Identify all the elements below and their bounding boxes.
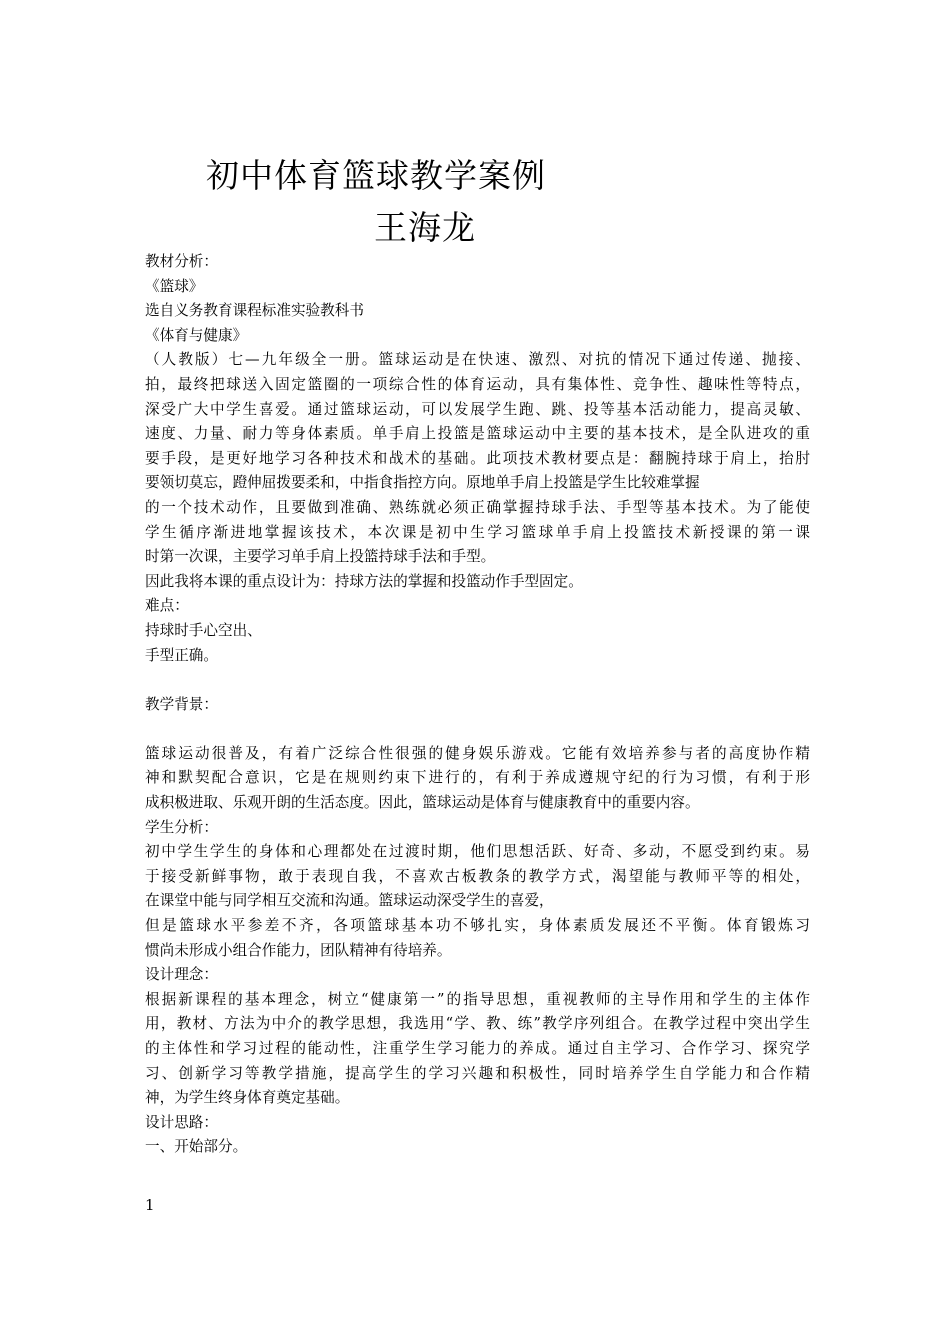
text-line: 教学背景： <box>145 695 218 713</box>
text-line: 的一个技术动作，且要做到准确、熟练就必须正确掌握持球手法、手型等基本技术。为了能使 <box>145 498 810 516</box>
text-line: 教材分析： <box>145 253 218 270</box>
text-line: 时第一次课，主要学习单手肩上投篮持球手法和手型。 <box>145 548 496 566</box>
text-line: 《篮球》 <box>145 277 204 295</box>
text-line: 成积极进取、乐观开朗的生活态度。因此，篮球运动是体育与健康教育中的重要内容。 <box>145 794 700 812</box>
text-line: 要领切莫忘，蹬伸屈拨要柔和，中指食指控方向。原地单手肩上投篮是学生比较难掌握 <box>145 474 700 492</box>
text-line: 因此我将本课的重点设计为：持球方法的掌握和投篮动作手型固定。 <box>145 572 583 590</box>
blank-line <box>145 717 810 742</box>
text-line: 深受广大中学生喜爱。通过篮球运动，可以发展学生跑、跳、投等基本活动能力，提高灵敏、 <box>145 400 810 418</box>
text-line: 用，教材、方法为中介的教学思想，我选用“学、教、练”教学序列组合。在教学过程中突出学生 <box>145 1015 810 1033</box>
text-line: 手型正确。 <box>145 646 218 664</box>
document-title: 初中体育篮球教学案例 <box>206 156 546 195</box>
text-line: （人教版）七—九年级全一册。篮球运动是在快速、激烈、对抗的情况下通过传递、抛接、 <box>145 351 810 369</box>
text-line: 选自义务教育课程标准实验教科书 <box>145 302 364 320</box>
text-line: 《体育与健康》 <box>145 326 248 344</box>
text-line: 学生分析： <box>145 818 218 836</box>
text-line: 拍，最终把球送入固定篮圈的一项综合性的体育运动，具有集体性、竞争性、趣味性等特点， <box>145 375 810 393</box>
author-name: 王海龙 <box>374 208 476 247</box>
text-line: 学生循序渐进地掌握该技术，本次课是初中生学习篮球单手肩上投篮技术新授课的第一课 <box>145 523 810 541</box>
text-line: 习、创新学习等教学措施，提高学生的学习兴趣和积极性，同时培养学生自学能力和合作精 <box>145 1064 810 1082</box>
text-line: 根据新课程的基本理念，树立“健康第一”的指导思想，重视教师的主导作用和学生的主体作 <box>145 990 810 1008</box>
text-line: 速度、力量、耐力等身体素质。单手肩上投篮是篮球运动中主要的基本技术，是全队进攻的重 <box>145 425 810 443</box>
text-line: 初中学生学生的身体和心理都处在过渡时期，他们思想活跃、好奇、多动，不愿受到约束。易 <box>145 843 810 861</box>
document-body <box>145 250 810 1160</box>
text-line: 但是篮球水平参差不齐，各项篮球基本功不够扎实，身体素质发展还不平衡。体育锻炼习 <box>145 917 810 935</box>
text-line: 一、开始部分。 <box>145 1138 248 1156</box>
text-line: 神，为学生终身体育奠定基础。 <box>145 1089 350 1107</box>
text-line: 持球时手心空出、 <box>145 621 262 639</box>
text-line: 在课堂中能与同学相互交流和沟通。篮球运动深受学生的喜爱， <box>145 892 554 910</box>
text-line: 惯尚未形成小组合作能力，团队精神有待培养。 <box>145 941 452 959</box>
text-line: 要手段，是更好地学习各种技术和战术的基础。此项技术教材要点是：翻腕持球于肩上，抬肘 <box>145 449 810 467</box>
text-line: 设计理念： <box>145 966 218 984</box>
blank-line <box>145 668 810 693</box>
text-line: 设计思路： <box>145 1113 218 1131</box>
text-line: 于接受新鲜事物，敢于表现自我，不喜欢古板教条的教学方式，渴望能与教师平等的相处， <box>145 867 810 885</box>
text-line: 神和默契配合意识，它是在规则约束下进行的，有利于养成遵规守纪的行为习惯，有利于形 <box>145 769 810 787</box>
text-line: 的主体性和学习过程的能动性，注重学生学习能力的养成。通过自主学习、合作学习、探究学 <box>145 1040 810 1057</box>
text-line: 难点： <box>145 597 189 615</box>
page-number: 1 <box>145 1196 155 1214</box>
text-line: 篮球运动很普及，有着广泛综合性很强的健身娱乐游戏。它能有效培养参与者的高度协作精 <box>145 744 810 762</box>
